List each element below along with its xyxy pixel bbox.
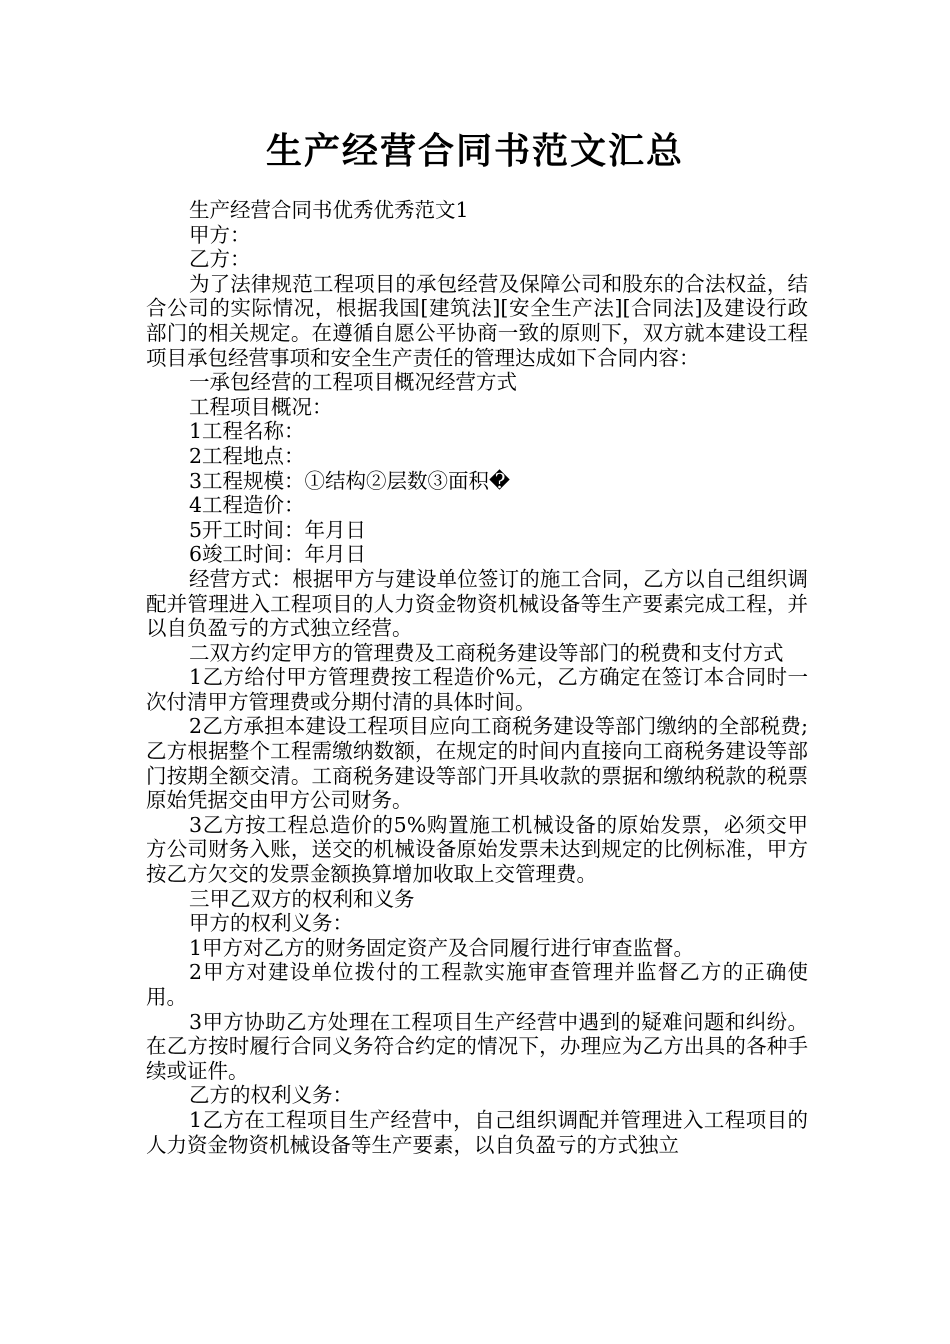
paragraph: 工程项目概况： [189, 394, 333, 419]
paragraph: 乙方： [189, 247, 251, 272]
paragraph: 3乙方按工程总造价的5%购置施工机械设备的原始发票，必须交甲方公司财务入账，送交的机械设备原始发票未达到规定的比例标准，甲方按乙方欠交的发票金额换算增加收取上交管理费。 [146, 812, 808, 887]
paragraph: 4工程造价： [189, 493, 305, 518]
paragraph: 三甲乙双方的权利和义务 [189, 886, 415, 911]
paragraph: 5开工时间：年月日 [189, 517, 367, 542]
paragraph: 二双方约定甲方的管理费及工商税务建设等部门的税费和支付方式 [189, 640, 784, 665]
paragraph: 经营方式：根据甲方与建设单位签订的施工合同，乙方以自己组织调配并管理进入工程项目的人力资金物资机械设备等生产要素完成工程，并以自负盈亏的方式独立经营。 [146, 566, 808, 641]
paragraph: 3工程规模：①结构②层数③面积� [189, 468, 511, 493]
document-body [146, 198, 808, 1157]
paragraph: 2工程地点： [189, 443, 305, 468]
paragraph: 1甲方对乙方的财务固定资产及合同履行进行审查监督。 [189, 935, 695, 960]
paragraph: 1工程名称： [189, 419, 305, 444]
paragraph: 甲方的权利义务： [189, 911, 353, 936]
paragraph: 2乙方承担本建设工程项目应向工商税务建设等部门缴纳的全部税费;乙方根据整个工程需缴纳数额，在规定的时间内直接向工商税务建设等部门按期全额交清。工商税务建设等部门开具收款的票据和缴纳税款的税票原始凭据交由甲方公司财务。 [146, 714, 808, 813]
paragraph: 2甲方对建设单位拨付的工程款实施审查管理并监督乙方的正确使用。 [146, 960, 808, 1009]
paragraph: 为了法律规范工程项目的承包经营及保障公司和股东的合法权益，结合公司的实际情况，根据我国[建筑法][安全生产法][合同法]及建设行政部门的相关规定。在遵循自愿公平协商一致的原则下，双方就本建设工程项目承包经营事项和安全生产责任的管理达成如下合同内容： [146, 271, 808, 370]
paragraph: 1乙方在工程项目生产经营中，自己组织调配并管理进入工程项目的人力资金物资机械设备等生产要素，以自负盈亏的方式独立 [146, 1107, 808, 1157]
paragraph: 乙方的权利义务： [189, 1083, 353, 1108]
paragraph: 生产经营合同书优秀优秀范文1 [189, 198, 469, 222]
paragraph: 甲方： [189, 222, 251, 247]
document-title: 生产经营合同书范文汇总 [265, 131, 684, 172]
paragraph: 6竣工时间：年月日 [189, 542, 367, 567]
paragraph: 一承包经营的工程项目概况经营方式 [189, 370, 517, 395]
paragraph: 3甲方协助乙方处理在工程项目生产经营中遇到的疑难问题和纠纷。在乙方按时履行合同义务符合约定的情况下，办理应为乙方出具的各种手续或证件。 [146, 1009, 808, 1083]
paragraph: 1乙方给付甲方管理费按工程造价%元，乙方确定在签订本合同时一次付清甲方管理费或分期付清的具体时间。 [146, 665, 808, 714]
